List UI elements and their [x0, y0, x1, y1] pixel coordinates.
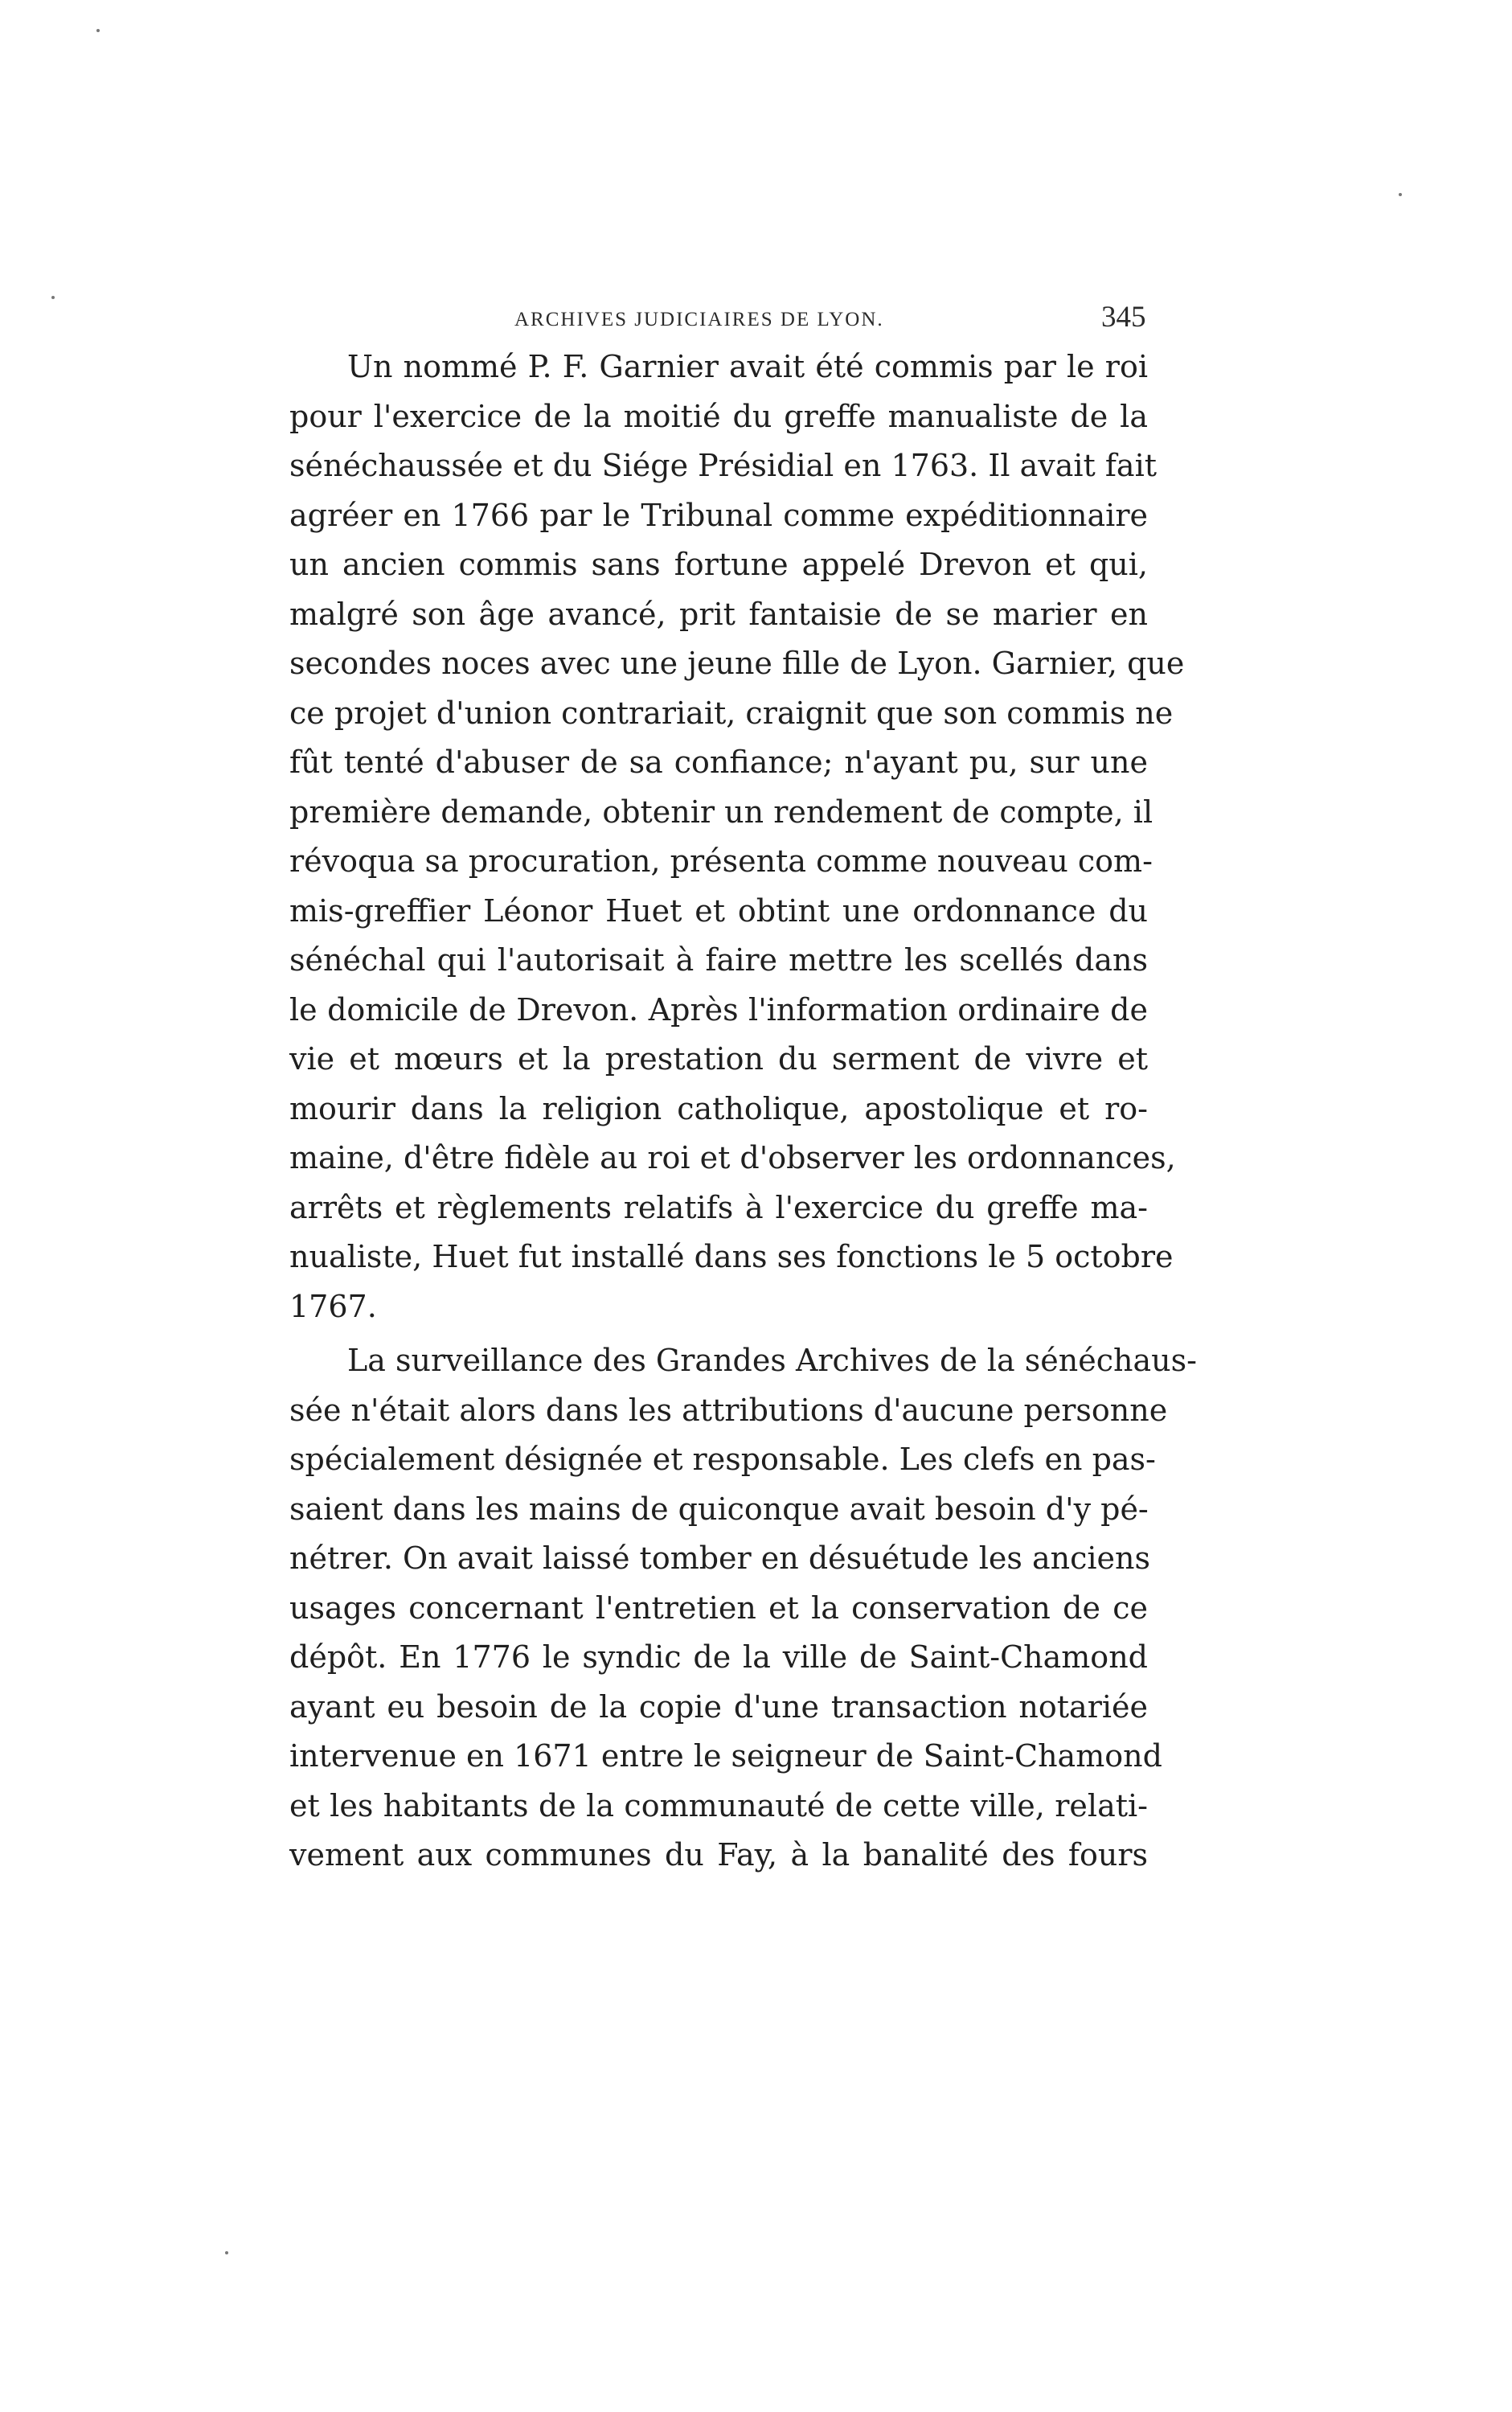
- scan-speck: [1399, 193, 1402, 196]
- paragraph-1: [289, 343, 1185, 1331]
- text-line: dépôt. En 1776 le syndic de la ville de Saint-Chamond: [289, 1639, 1148, 1675]
- text-line: Un nommé P. F. Garnier avait été commis par le roi: [347, 349, 1148, 384]
- text-line: première demande, obtenir un rendement de compte, il: [289, 794, 1153, 830]
- text-line: un ancien commis sans fortune appelé Drevon et qui,: [289, 547, 1148, 582]
- text-line: arrêts et règlements relatifs à l'exercice du greffe ma-: [289, 1189, 1148, 1225]
- text-line: ce projet d'union contrariait, craignit que son commis ne: [289, 695, 1174, 731]
- text-line: 1767.: [289, 1288, 377, 1324]
- text-line: révoqua sa procuration, présenta comme nouveau com-: [289, 843, 1153, 879]
- paragraph-2: [289, 1336, 1197, 1881]
- text-line: sée n'était alors dans les attributions d'aucune personne: [289, 1392, 1168, 1428]
- text-line: ayant eu besoin de la copie d'une transaction notariée: [289, 1688, 1148, 1725]
- running-head: ARCHIVES JUDICIAIRES DE LYON.: [514, 309, 884, 330]
- text-line: usages concernant l'entretien et la conservation de ce: [289, 1590, 1148, 1626]
- text-line: maine, d'être fidèle au roi et d'observer les ordonnances,: [289, 1140, 1176, 1175]
- text-line: le domicile de Drevon. Après l'information ordinaire de: [289, 991, 1148, 1028]
- scan-speck: [225, 2251, 228, 2254]
- text-line: mis-greffier Léonor Huet et obtint une ordonnance du: [289, 892, 1148, 929]
- text-line: La surveillance des Grandes Archives de la sénéchaus-: [347, 1343, 1197, 1378]
- text-line: secondes noces avec une jeune fille de Lyon. Garnier, que: [289, 646, 1185, 681]
- text-line: sénéchal qui l'autorisait à faire mettre les scellés dans: [289, 942, 1148, 978]
- text-line: et les habitants de la communauté de cette ville, relati-: [289, 1787, 1148, 1823]
- text-line: pour l'exercice de la moitié du greffe manualiste de la: [289, 398, 1148, 434]
- text-line: nualiste, Huet fut installé dans ses fonctions le 5 octobre: [289, 1239, 1174, 1274]
- text-line: vement aux communes du Fay, à la banalité des fours: [289, 1837, 1148, 1873]
- page-number: 345: [1101, 301, 1146, 334]
- scan-speck: [96, 29, 100, 32]
- text-line: saient dans les mains de quiconque avait besoin d'y pé-: [289, 1491, 1149, 1527]
- text-line: nétrer. On avait laissé tomber en désuétude les anciens: [289, 1540, 1150, 1576]
- text-line: malgré son âge avancé, prit fantaisie de se marier en: [289, 596, 1148, 632]
- text-line: spécialement désignée et responsable. Les clefs en pas-: [289, 1442, 1156, 1477]
- body-text: [289, 343, 1197, 1881]
- text-line: sénéchaussée et du Siége Présidial en 1763. Il avait fait: [289, 448, 1157, 483]
- text-line: vie et mœurs et la prestation du serment de vivre et: [289, 1041, 1148, 1077]
- text-line: agréer en 1766 par le Tribunal comme expéditionnaire: [289, 497, 1148, 533]
- scan-speck: [51, 296, 55, 299]
- text-line: fût tenté d'abuser de sa confiance; n'ayant pu, sur une: [289, 745, 1148, 780]
- text-line: mourir dans la religion catholique, apostolique et ro-: [289, 1090, 1148, 1126]
- text-line: intervenue en 1671 entre le seigneur de Saint-Chamond: [289, 1738, 1162, 1774]
